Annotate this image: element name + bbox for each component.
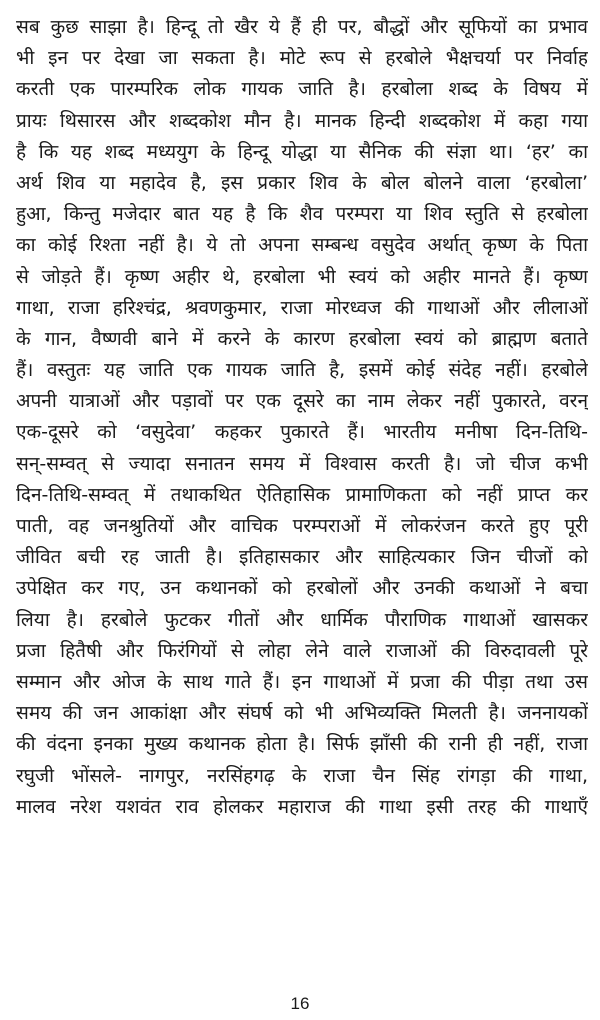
text-line: प्रायः थिसारस और शब्दकोश मौन है। मानक हिन्दी शब्दकोश में कहा गया (16, 109, 588, 132)
text-line: उपेक्षित कर गए, उन कथानकों को हरबोलों और उनकी कथाओं ने बचा (16, 577, 588, 600)
text-line: है कि यह शब्द मध्ययुग के हिन्दू योद्धा या सैनिक की संज्ञा था। ‘हर’ का (16, 140, 588, 163)
text-line: के गान, वैष्णवी बाने में करने के कारण हरबोला स्वयं को ब्राह्मण बताते (16, 327, 588, 350)
text-line: पाती, वह जनश्रुतियों और वाचिक परम्पराओं में लोकरंजन करते हुए पूरी (16, 515, 588, 537)
text-line: सन्-सम्वत् से ज्यादा सनातन समय में विश्वास करती है। जो चीज कभी (16, 452, 588, 475)
text-line: मालव नरेश यशवंत राव होलकर महाराज की गाथा इसी तरह की गाथाएँ (16, 795, 588, 818)
text-line: गाथा, राजा हरिश्चंद्र, श्रवणकुमार, राजा मोरध्वज की गाथाओं और लीलाओं (16, 296, 588, 319)
text-line: जीवित बची रह जाती है। इतिहासकार और साहित्यकार जिन चीजों को (16, 546, 588, 569)
text-line: का कोई रिश्ता नहीं है। ये तो अपना सम्बन्ध वसुदेव अर्थात् कृष्ण के पिता (16, 234, 588, 257)
text-line: से जोड़ते हैं। कृष्ण अहीर थे, हरबोला भी स्वयं को अहीर मानते हैं। कृष्ण (16, 265, 588, 288)
text-line: अर्थ शिव या महादेव है, इस प्रकार शिव के बोल बोलने वाला ‘हरबोला’ (16, 171, 588, 194)
text-line: दिन-तिथि-सम्वत् में तथाकथित ऐतिहासिक प्रामाणिकता को नहीं प्राप्त कर (16, 483, 588, 506)
text-line: हैं। वस्तुतः यह जाति एक गायक जाति है, इसमें कोई संदेह नहीं। हरबोले (16, 359, 588, 382)
text-line: एक-दूसरे को ‘वसुदेवा’ कहकर पुकारते हैं। भारतीय मनीषा दिन-तिथि- (16, 421, 588, 444)
text-line: सब कुछ साझा है। हिन्दू तो खैर ये हैं ही पर, बौद्धों और सूफियों का प्रभाव (16, 16, 588, 38)
text-line: रघुजी भोंसले- नागपुर, नरसिंहगढ़ के राजा चैन सिंह रांगड़ा की गाथा, (16, 764, 588, 787)
text-line: समय की जन आकांक्षा और संघर्ष को भी अभिव्यक्ति मिलती है। जननायकों (16, 702, 588, 725)
text-line: हुआ, किन्तु मजेदार बात यह है कि शैव परम्परा या शिव स्तुति से हरबोला (16, 203, 588, 226)
text-line: लिया है। हरबोले फुटकर गीतों और धार्मिक पौराणिक गाथाओं खासकर (16, 608, 588, 631)
body-text (16, 12, 588, 823)
text-line: अपनी यात्राओं और पड़ावों पर एक दूसरे का नाम लेकर नहीं पुकारते, वरन् (16, 390, 588, 413)
text-line: सम्मान और ओज के साथ गाते हैं। इन गाथाओं में प्रजा की पीड़ा तथा उस (16, 670, 588, 693)
text-line: करती एक पारम्परिक लोक गायक जाति है। हरबोला शब्द के विषय में (16, 78, 588, 101)
page-number: 16 (290, 994, 310, 1013)
text-line: की वंदना इनका मुख्य कथानक होता है। सिर्फ झाँसी की रानी ही नहीं, राजा (16, 733, 588, 756)
text-line: प्रजा हितैषी और फिरंगियों से लोहा लेने वाले राजाओं की विरुदावली पूरे (16, 639, 588, 662)
text-line: भी इन पर देखा जा सकता है। मोटे रूप से हरबोले भैक्षचर्या पर निर्वाह (16, 47, 588, 70)
